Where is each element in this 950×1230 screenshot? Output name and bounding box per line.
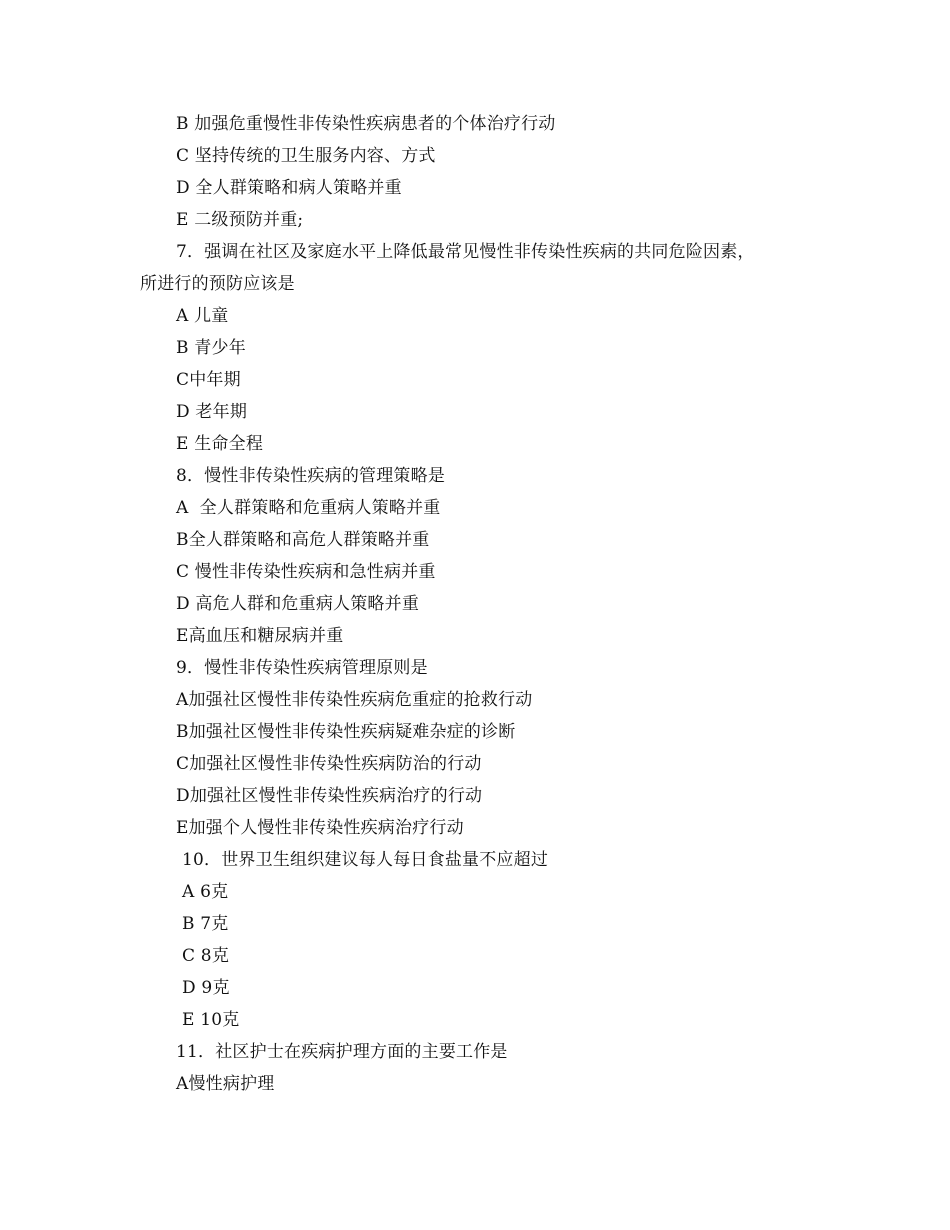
q10-option-d: D 9克	[182, 978, 230, 998]
q9-option-d: D加强社区慢性非传染性疾病治疗的行动	[176, 786, 483, 806]
q10-option-a: A 6克	[182, 882, 229, 902]
q9-stem: 9．慢性非传染性疾病管理原则是	[176, 658, 428, 678]
q7-option-a: A 儿童	[176, 306, 229, 326]
q9-option-c: C加强社区慢性非传染性疾病防治的行动	[176, 754, 482, 774]
q6-option-d: D 全人群策略和病人策略并重	[176, 178, 402, 198]
q6-option-c: C 坚持传统的卫生服务内容、方式	[176, 146, 436, 166]
q6-option-e: E 二级预防并重;	[176, 210, 304, 230]
q8-option-e: E高血压和糖尿病并重	[176, 626, 344, 646]
q10-option-e: E 10克	[182, 1010, 240, 1030]
q7-stem-line2: 所进行的预防应该是	[140, 274, 295, 294]
q10-stem: 10．世界卫生组织建议每人每日食盐量不应超过	[182, 850, 549, 870]
q7-option-e: E 生命全程	[176, 434, 264, 454]
q8-option-d: D 高危人群和危重病人策略并重	[176, 594, 420, 614]
q7-option-d: D 老年期	[176, 402, 248, 422]
q11-option-a: A慢性病护理	[176, 1074, 275, 1094]
q10-option-c: C 8克	[182, 946, 230, 966]
q8-option-b: B全人群策略和高危人群策略并重	[176, 530, 430, 550]
q10-option-b: B 7克	[182, 914, 229, 934]
q9-option-a: A加强社区慢性非传染性疾病危重症的抢救行动	[176, 690, 533, 710]
q6-option-b: B 加强危重慢性非传染性疾病患者的个体治疗行动	[176, 114, 556, 134]
q9-option-b: B加强社区慢性非传染性疾病疑难杂症的诊断	[176, 722, 516, 742]
q8-option-a: A 全人群策略和危重病人策略并重	[176, 498, 441, 518]
q7-option-b: B 青少年	[176, 338, 246, 358]
q7-option-c: C中年期	[176, 370, 241, 390]
q8-option-c: C 慢性非传染性疾病和急性病并重	[176, 562, 436, 582]
q8-stem: 8．慢性非传染性疾病的管理策略是	[176, 466, 446, 486]
q7-stem-line1: 7．强调在社区及家庭水平上降低最常见慢性非传染性疾病的共同危险因素，	[176, 242, 755, 262]
q11-stem: 11．社区护士在疾病护理方面的主要工作是	[176, 1042, 508, 1062]
q9-option-e: E加强个人慢性非传染性疾病治疗行动	[176, 818, 464, 838]
